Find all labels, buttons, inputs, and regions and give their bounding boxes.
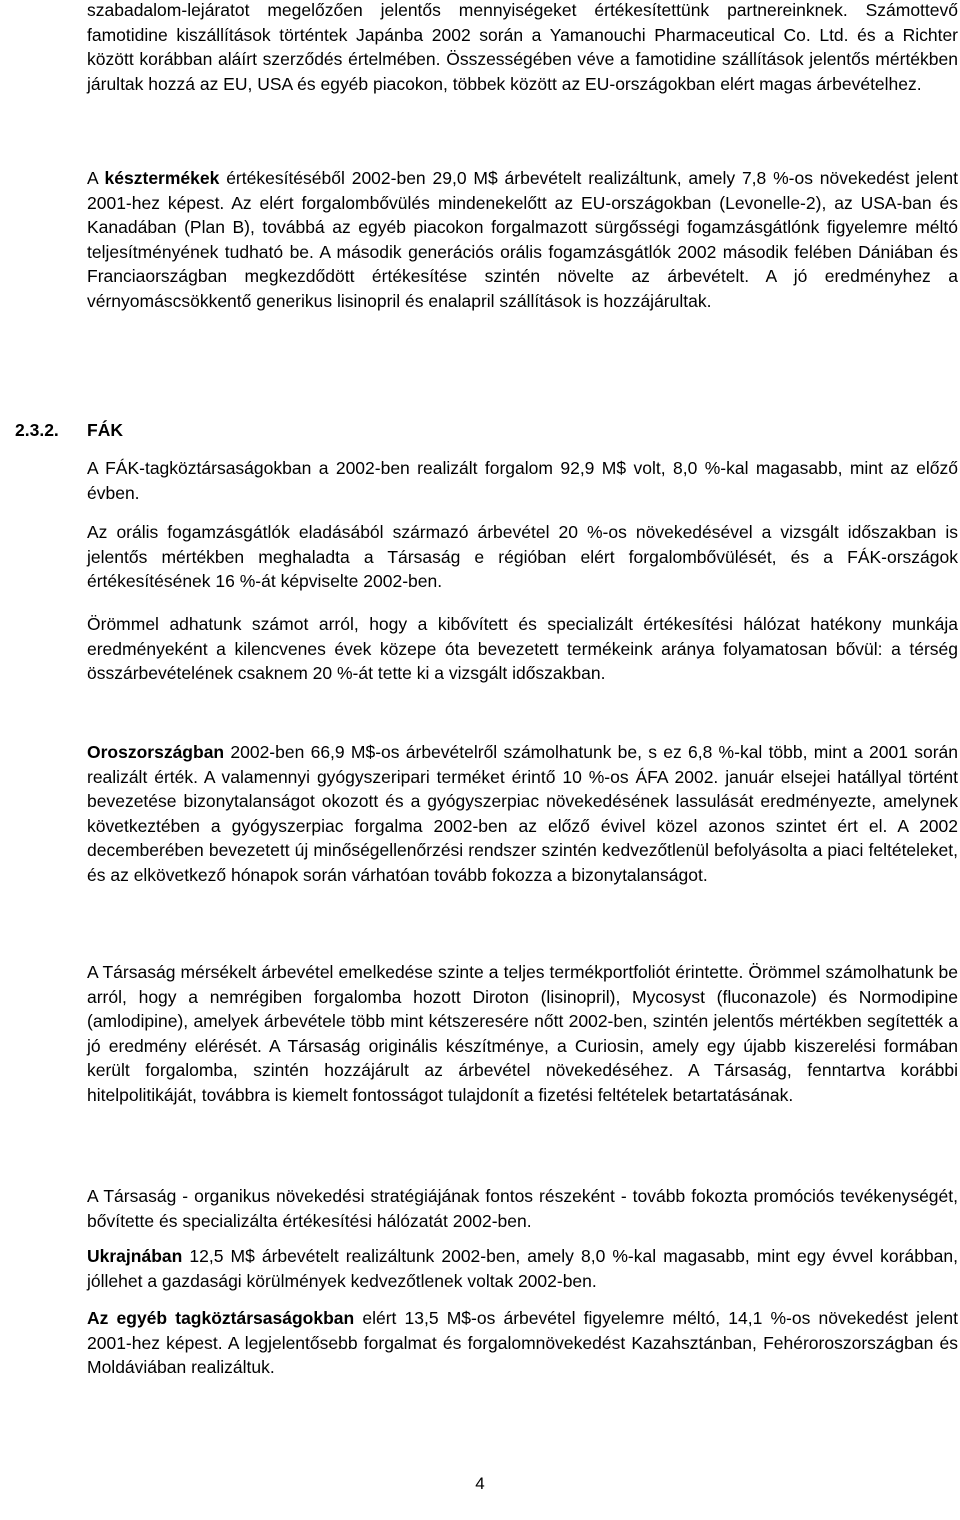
section-title: FÁK <box>87 420 123 440</box>
paragraph-growth-strategy: A Társaság - organikus növekedési stratégiájának fontos részeként - tovább fokozta promóciós tevékenységét, bővítette és specializálta értékesítési hálózatát 2002-ben. <box>87 1186 958 1231</box>
paragraph-other-republics: Az egyéb tagköztársaságokban elért 13,5 M$-os árbevétel figyelemre méltó, 14,1 %-os növekedést jelent 2001-hez képest. A legjelentősebb forgalmat és forgalomnövekedést Kazahsztánban, Fehéroroszországban és Moldáviában realizáltuk. <box>87 1308 958 1377</box>
paragraph-product-portfolio: A Társaság mérsékelt árbevétel emelkedése szinte a teljes termékportfoliót érintette. Örömmel számolhatunk be arról, hogy a nemrégiben forgalomba hozott Diroton (lisinopril), Mycosyst (fluconazole) és Normodipine (amlodipine), amelyek árbevétele több mint kétszeresére nőtt 2002-ben, szintén jelentős mértékben segítették a jó eredmény elérését. A Társaság originális készítménye, a Curiosin, amely egy újabb kiszerelési formában került forgalomba, szintén hozzájárult az árbevétel növekedéséhez. A Társaság, fenntartva korábbi hitelpolitikáját, továbbra is kiemelt fontosságot tulajdonít a fizetési feltételek betartatásának. <box>87 962 958 1105</box>
paragraph-famotidine: szabadalom-lejáratot megelőzően jelentős mennyiségeket értékesítettünk partnereinknek. Számottevő famotidine kiszállítások történtek Japánba 2002 során a Yamanouchi Pharmaceutical Co. Ltd. és a Richter között korábban aláírt szerződés értelmében. Összességében véve a famotidine szállítások jelentős mértékben járultak hozzá az EU, USA és egyéb piacokon, többek között az EU-országokban elért magas árbevételhez. <box>87 0 958 94</box>
section-number: 2.3.2. <box>15 420 59 440</box>
emphasis-other-republics: Az egyéb tagköztársaságokban <box>87 1308 355 1328</box>
paragraph-oral-contraceptives: Az orális fogamzásgátlók eladásából származó árbevétel 20 %-os növekedésével a vizsgált időszakban is jelentős mértékben meghaladta a Társaság e régióban elért forgalombővülését, és a FÁK-országok értékesítésének 16 %-át képviselte 2002-ben. <box>87 522 958 591</box>
paragraph-finished-products: A késztermékek értékesítéséből 2002-ben 29,0 M$ árbevételt realizáltunk, amely 7,8 %-os növekedést jelent 2001-hez képest. Az elért forgalombővülés mindenekelőtt az EU-országokban (Levonelle-2), az USA-ban és Kanadában (Plan B), továbbá az egyéb piacokon forgalmazott sürgősségi fogamzásgátlónk figyelemre méltó teljesítményének tudható be. A második generációs orális fogamzásgátlók 2002 második felében Dániában és Franciaországban megkezdődött értékesítése szintén növelte az árbevételt. A jó eredményhez a vérnyomáscsökkentő generikus lisinopril és enalapril szállítások is hozzájárultak. <box>87 168 958 311</box>
paragraph-ukraine: Ukrajnában 12,5 M$ árbevételt realizáltunk 2002-ben, amely 8,0 %-kal magasabb, mint egy évvel korábban, jóllehet a gazdasági körülmények kedvezőtlenek voltak 2002-ben. <box>87 1246 958 1291</box>
paragraph-cis-revenue: A FÁK-tagköztársaságokban a 2002-ben realizált forgalom 92,9 M$ volt, 8,0 %-kal magasabb, mint az előző évben. <box>87 458 958 503</box>
emphasis-ukraine: Ukrajnában <box>87 1246 183 1266</box>
section-heading <box>0 418 960 448</box>
emphasis-finished-products: késztermékek <box>104 168 220 188</box>
paragraph-sales-network: Örömmel adhatunk számot arról, hogy a kibővített és specializált értékesítési hálózat hatékony munkája eredményeként a kilencvenes évek közepe óta bevezetett termékeink aránya folyamatosan bővül: a térség összárbevételének csaknem 20 %-át tette ki a vizsgált időszakban. <box>87 614 958 683</box>
emphasis-russia: Oroszországban <box>87 742 225 762</box>
page-number: 4 <box>475 1474 485 1493</box>
paragraph-russia: Oroszországban 2002-ben 66,9 M$-os árbevételről számolhatunk be, s ez 6,8 %-kal több, mint a 2001 során realizált érték. A valamennyi gyógyszeripari terméket érintő 10 %-os ÁFA 2002. január elsejei hatállyal történt bevezetése bizonytalanságot okozott és a gyógyszerpiac növekedésének lassulását eredményezte, amelynek következtében a gyógyszerpiac forgalma 2002-ben az előző évivel közel azonos szintet ért el. A 2002 decemberében bevezetett új minőségellenőrzési rendszer szintén kedvezőtlenül befolyásolta a piaci feltételeket, és az elkövetkező hónapok során várhatóan tovább fokozza a bizonytalanságot. <box>87 742 958 885</box>
